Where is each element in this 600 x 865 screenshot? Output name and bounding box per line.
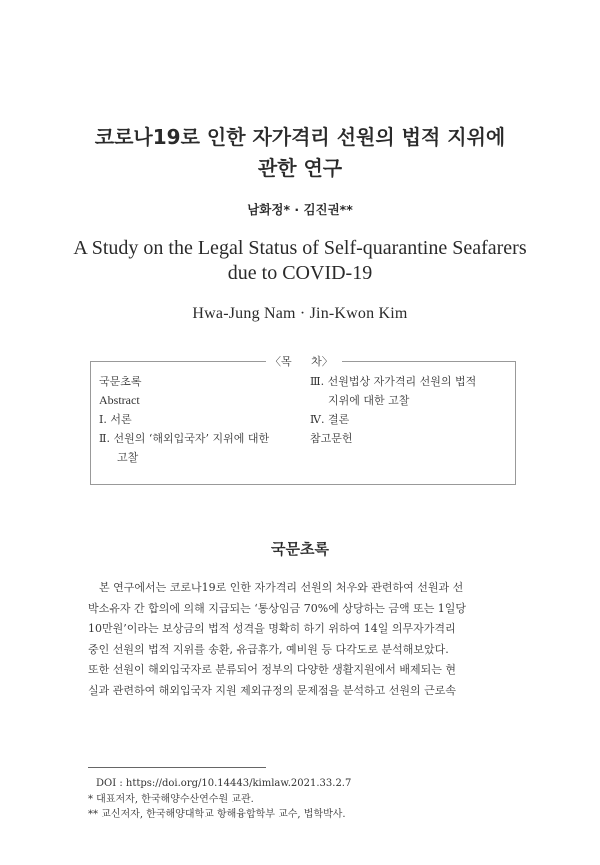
- toc-item: Ⅲ. 선원법상 자가격리 선원의 법적: [310, 375, 477, 388]
- abstract-body: [88, 578, 516, 701]
- abstract-heading: 국문초록: [271, 540, 329, 558]
- doi-line: DOI : https://doi.org/10.14443/kimlaw.2021.33.2.7: [96, 778, 352, 789]
- toc-heading: 〈목 차〉: [270, 355, 333, 368]
- abstract-line: 중인 선원의 법적 지위를 송환, 유급휴가, 예비원 등 다각도로 분석해보았다.: [88, 642, 449, 656]
- abstract-line: 박소유자 간 합의에 의해 지급되는 ‘통상임금 70%에 상당하는 금액 또는 1일당: [88, 601, 467, 615]
- title-english-line-2: due to COVID-19: [227, 262, 373, 284]
- toc-item: Ⅳ. 결론: [310, 413, 350, 426]
- abstract-line: 실과 관련하여 해외입국자 지원 제외규정의 문제점을 분석하고 선원의 근로속: [88, 683, 457, 697]
- toc-item: Ⅰ. 서론: [99, 413, 132, 426]
- abstract-line: 10만원’이라는 보상금의 법적 성격을 명확히 하기 위하여 14일 의무자가격리: [88, 622, 456, 635]
- footnotes: [88, 776, 528, 823]
- abstract-line: 본 연구에서는 코로나19로 인한 자가격리 선원의 처우와 관련하여 선원과 선: [99, 581, 464, 594]
- title-korean-line-1: 코로나19로 인한 자가격리 선원의 법적 지위에: [94, 125, 506, 149]
- paper-title-english: [60, 236, 540, 286]
- paper-title-korean: [40, 122, 560, 184]
- toc-item-continuation: 고찰: [117, 451, 139, 464]
- authors-korean: 남화정* · 김진권**: [247, 202, 353, 217]
- footnote-1: * 대표저자, 한국해양수산연수원 교관.: [88, 793, 254, 805]
- footnote-2: ** 교신저자, 한국해양대학교 항해융합학부 교수, 법학박사.: [88, 809, 346, 820]
- toc-item: 국문초록: [99, 375, 142, 388]
- toc-item-continuation: 지위에 대한 고찰: [328, 394, 410, 407]
- authors-english: Hwa-Jung Nam · Jin-Kwon Kim: [192, 305, 408, 322]
- toc-right-column: [310, 372, 510, 448]
- title-english-line-1: A Study on the Legal Status of Self-quarantine Seafarers: [73, 237, 527, 259]
- toc-item: 참고문헌: [310, 432, 353, 445]
- footnote-separator: [88, 767, 266, 768]
- toc-left-column: [99, 372, 309, 467]
- toc-item: Abstract: [99, 393, 140, 407]
- toc-item: Ⅱ. 선원의 ‘해외입국자’ 지위에 대한: [99, 432, 270, 445]
- title-korean-line-2: 관한 연구: [257, 156, 343, 180]
- abstract-line: 또한 선원이 해외입국자로 분류되어 정부의 다양한 생활지원에서 배제되는 현: [88, 663, 457, 676]
